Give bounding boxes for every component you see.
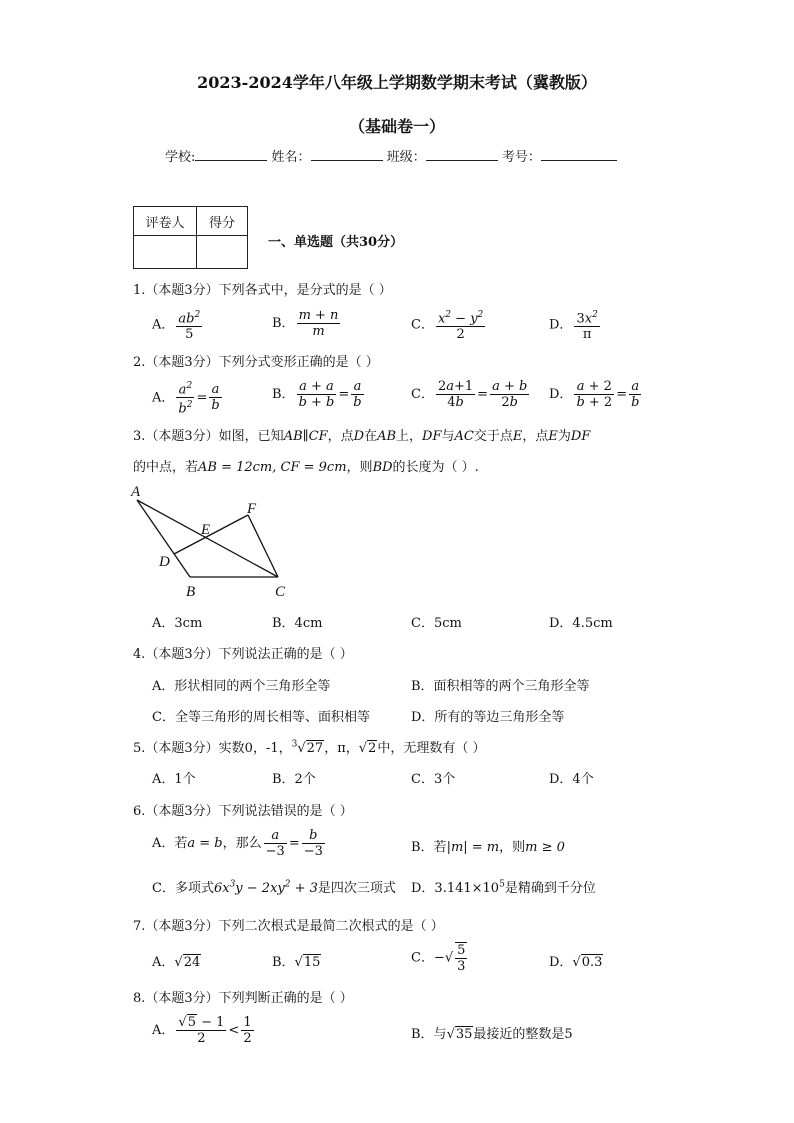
label-a: A bbox=[131, 484, 141, 500]
name-label: 姓名： bbox=[271, 150, 311, 165]
score-table bbox=[133, 206, 248, 269]
q4-stem: 4.（本题3分）下列说法正确的是（ ） bbox=[133, 647, 353, 662]
q2-option-c[interactable]: C． $\frac{2a+1}{4b}$ = $\frac{a + b}{2b}$ bbox=[411, 379, 528, 410]
page-title: 2023-2024学年八年级上学期数学期末考试（冀教版） bbox=[197, 73, 597, 92]
q8-option-a[interactable]: A． $\frac{√5 - 1}{2}$ < $\frac{1}{2}$ bbox=[152, 1015, 252, 1046]
q7-stem: 7.（本题3分）下列二次根式是最简二次根式的是（ ） bbox=[133, 919, 444, 934]
class-label: 班级： bbox=[386, 150, 426, 165]
school-label: 学校: bbox=[165, 150, 196, 165]
q7-option-d[interactable]: D．√0.3 bbox=[549, 955, 603, 970]
student-info-line bbox=[165, 146, 617, 165]
q6-option-b[interactable]: B．若|m| = m，则m ≥ 0 bbox=[411, 840, 565, 855]
q2-option-a[interactable]: A． $\frac{a^2}{b^2}$ = $\frac{a}{b}$ bbox=[152, 381, 220, 417]
q6-option-d[interactable]: D．$3.141\times 10^5$是精确到千分位 bbox=[411, 879, 596, 896]
q3-option-a[interactable]: A．3cm bbox=[152, 616, 203, 631]
q6-option-c[interactable]: C．多项式$6x^3y - 2xy^2 + 3$是四次三项式 bbox=[152, 879, 396, 896]
q1-option-c[interactable]: C． $\frac{x^2 - y^2}{2}$ bbox=[411, 310, 484, 343]
school-blank[interactable] bbox=[195, 148, 267, 161]
q4-option-c[interactable]: C．全等三角形的周长相等、面积相等 bbox=[152, 710, 370, 725]
id-blank[interactable] bbox=[541, 148, 617, 161]
q7-option-b[interactable]: B．√15 bbox=[272, 955, 321, 970]
id-label: 考号： bbox=[501, 150, 541, 165]
q3-option-d[interactable]: D．4.5cm bbox=[549, 616, 613, 631]
q1-option-a[interactable]: A． $\frac{ab^2}{5}$ bbox=[152, 310, 201, 343]
q2-stem: 2.（本题3分）下列分式变形正确的是（ ） bbox=[133, 355, 379, 370]
q3-geometry-figure bbox=[128, 482, 298, 602]
q2-option-b[interactable]: B． $\frac{a + a}{b + b}$ = $\frac{a}{b}$ bbox=[272, 379, 362, 410]
label-f: F bbox=[247, 501, 257, 517]
q8-stem: 8.（本题3分）下列判断正确的是（ ） bbox=[133, 991, 353, 1006]
q1-option-d[interactable]: D． $\frac{3x^2}{\pi}$ bbox=[549, 310, 598, 343]
label-d: D bbox=[159, 554, 170, 570]
name-blank[interactable] bbox=[311, 148, 383, 161]
class-blank[interactable] bbox=[426, 148, 498, 161]
q3-option-b[interactable]: B．4cm bbox=[272, 616, 323, 631]
q1-stem: 1.（本题3分）下列各式中，是分式的是（ ） bbox=[133, 283, 392, 298]
q1-option-b[interactable]: B． $\frac{m + n}{m}$ bbox=[272, 308, 339, 339]
score-cell[interactable] bbox=[197, 236, 248, 269]
q6-stem: 6.（本题3分）下列说法错误的是（ ） bbox=[133, 804, 353, 819]
label-b: B bbox=[186, 584, 196, 600]
q4-option-a[interactable]: A．形状相同的两个三角形全等 bbox=[152, 679, 331, 694]
reviewer-cell[interactable] bbox=[134, 236, 197, 269]
q5-option-c[interactable]: C．3个 bbox=[411, 772, 456, 787]
q7-option-a[interactable]: A．√24 bbox=[152, 955, 201, 970]
q4-option-b[interactable]: B．面积相等的两个三角形全等 bbox=[411, 679, 590, 694]
q4-option-d[interactable]: D．所有的等边三角形全等 bbox=[411, 710, 565, 725]
label-e: E bbox=[201, 522, 211, 538]
page-subtitle: （基础卷一） bbox=[348, 117, 445, 136]
q8-option-b[interactable]: B．与√35最接近的整数是5 bbox=[411, 1027, 573, 1042]
q3-stem-line2: 的中点，若AB = 12cm, CF = 9cm，则BD的长度为（ ）. bbox=[133, 460, 479, 475]
q6-option-a[interactable]: A．若a = b，那么 $\frac{a}{-3}$ = $\frac{b}{-3}$ bbox=[152, 828, 323, 859]
q5-option-d[interactable]: D．4个 bbox=[549, 772, 594, 787]
section-heading: 一、单选题（共30分） bbox=[268, 235, 404, 250]
label-c: C bbox=[275, 584, 286, 600]
q5-option-b[interactable]: B．2个 bbox=[272, 772, 316, 787]
q5-option-a[interactable]: A．1个 bbox=[152, 772, 196, 787]
q2-option-d[interactable]: D． $\frac{a + 2}{b + 2}$ = $\frac{a}{b}$ bbox=[549, 379, 640, 410]
score-header: 得分 bbox=[197, 207, 248, 236]
q7-option-c[interactable]: C．−√ $\frac{5}{3}$ bbox=[411, 943, 466, 974]
reviewer-header: 评卷人 bbox=[134, 207, 197, 236]
q5-stem: 5.（本题3分）实数0，-1，$^3$√27，π，√2中，无理数有（ ） bbox=[133, 739, 486, 756]
q3-stem-line1: 3.（本题3分）如图，已知AB∥CF，点D在AB上，DF与AC交于点E，点E为DF bbox=[133, 429, 591, 444]
q3-option-c[interactable]: C．5cm bbox=[411, 616, 462, 631]
